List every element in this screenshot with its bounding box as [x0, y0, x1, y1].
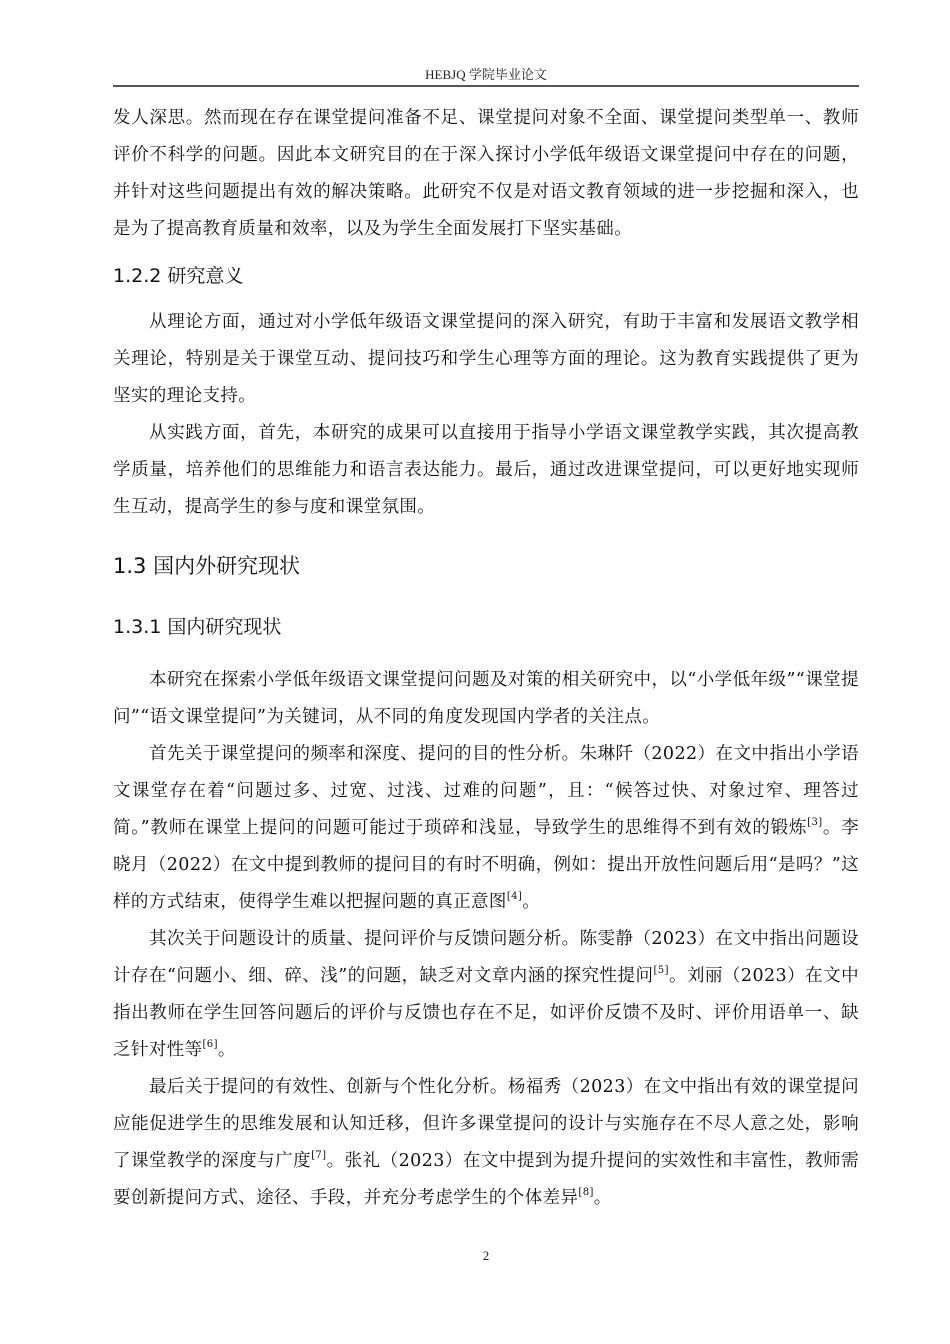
page-number: 2: [482, 1248, 490, 1263]
text: 其次关于问题设计的质量、提问评价与反馈问题分析。陈雯静（2023）在文中指出问题设计存在“问题小、细、碎、浅”的问题，缺乏对文章内涵的探究性提问: [113, 929, 859, 986]
text: 。: [217, 1040, 236, 1060]
paragraph-theory: 从理论方面，通过对小学低年级语文课堂提问的深入研究，有助于丰富和发展语文教学相关理论，特别是关于课堂互动、提问技巧和学生心理等方面的理论。这为教育实践提供了更为坚实的理论支持。: [113, 312, 859, 406]
paragraph-continued: 发人深思。然而现在存在课堂提问准备不足、课堂提问对象不全面、课堂提问类型单一、教师评价不科学的问题。因此本文研究目的在于深入探讨小学低年级语文课堂提问中存在的问题，并针对这些问题提出有效的解决策略。此研究不仅是对语文教育领域的进一步挖掘和深入，也是为了提高教育质量和效率，以及为学生全面发展打下坚实基础。: [113, 108, 859, 239]
paragraph-frequency-depth: [113, 736, 859, 921]
text: 。李晓月（2022）在文中提到教师的提问目的有时不明确，例如：提出开放性问题后用“是吗？”这样的方式结束，使得学生难以把握问题的真正意图: [113, 818, 859, 912]
page-content: [113, 100, 859, 1217]
paragraph-intro: 本研究在探索小学低年级语文课堂提问问题及对策的相关研究中，以“小学低年级”“课堂提问”“语文课堂提问”为关键词，从不同的角度发现国内学者的关注点。: [113, 670, 859, 727]
section-heading-1-3: 1.3 国内外研究现状: [113, 554, 301, 578]
citation-ref: [6]: [202, 1039, 218, 1050]
text: 。刘丽（2023）在文中指出教师在学生回答问题后的评价与反馈也存在不足，如评价反馈不及时、评价用语单一、缺乏针对性等: [113, 966, 859, 1060]
text: 首先关于课堂提问的频率和深度、提问的目的性分析。朱琳阡（2022）在文中指出小学语文课堂存在着“问题过多、过宽、过浅、过难的问题”，且：“候答过快、对象过窄、理答过简。”教师在课堂上提问的问题可能过于琐碎和浅显，导致学生的思维得不到有效的锻炼: [113, 744, 859, 838]
paragraph-practice: 从实践方面，首先，本研究的成果可以直接用于指导小学语文课堂教学实践，其次提高教学质量，培养他们的思维能力和语言表达能力。最后，通过改进课堂提问，可以更好地实现师生互动，提高学生的参与度和课堂氛围。: [113, 423, 859, 517]
citation-ref: [3]: [807, 817, 823, 828]
section-heading-1-3-1: 1.3.1 国内研究现状: [113, 616, 282, 638]
citation-ref: [8]: [578, 1187, 594, 1198]
section-heading-1-2-2: 1.2.2 研究意义: [113, 265, 244, 287]
citation-ref: [7]: [311, 1150, 327, 1161]
text: 。张礼（2023）在文中提到为提升提问的实效性和丰富性，教师需要创新提问方式、途径、手段，并充分考虑学生的个体差异: [113, 1151, 859, 1208]
paragraph-effectiveness: [113, 1069, 859, 1217]
header-rule: [113, 85, 859, 87]
text: 。: [593, 1188, 612, 1208]
page-header: HEBJQ 学院毕业论文: [425, 67, 547, 82]
citation-ref: [4]: [506, 891, 523, 902]
citation-ref: [5]: [653, 965, 669, 976]
text: 最后关于提问的有效性、创新与个性化分析。杨福秀（2023）在文中指出有效的课堂提问应能促进学生的思维发展和认知迁移，但许多课堂提问的设计与实施存在不尽人意之处，影响了课堂教学的深度与广度: [113, 1077, 859, 1171]
text: 。: [522, 892, 541, 912]
paragraph-design-quality: [113, 921, 859, 1069]
